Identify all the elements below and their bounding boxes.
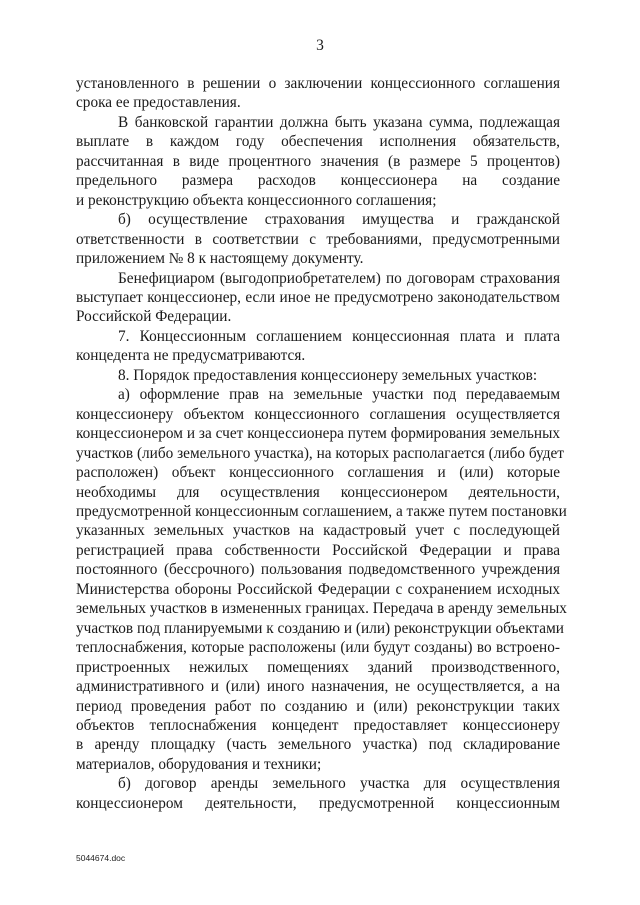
paragraph <box>76 113 560 210</box>
text-line: административного и (или) иного назначения, не осуществляется, а на <box>76 678 560 696</box>
text-line: выступает концессионер, если иное не предусмотрено законодательством <box>76 288 560 306</box>
text-line: предельного размера расходов концессионера на создание <box>76 172 560 190</box>
text-line: объектов теплоснабжения концедент предоставляет концессионеру <box>76 716 560 734</box>
text-line: б) договор аренды земельного участка для осуществления <box>118 775 560 793</box>
text-line: В банковской гарантии должна быть указана сумма, подлежащая <box>118 113 560 131</box>
text-line: участков (либо земельного участка), на которых располагается (либо будет <box>76 444 564 462</box>
text-line: теплоснабжения, которые расположены (или будут созданы) во встроено- <box>76 639 560 657</box>
text-line: постоянного (бессрочного) пользования подведомственного учреждения <box>76 561 560 579</box>
document-file-code: 5044674.doc <box>76 853 126 863</box>
text-line: приложением № 8 к настоящему документу. <box>76 250 364 268</box>
text-line: материалов, оборудования и техники; <box>76 755 322 773</box>
document-body <box>76 74 567 813</box>
paragraph <box>76 269 560 327</box>
text-line: а) оформление прав на земельные участки под передаваемым <box>118 386 560 404</box>
paragraph <box>76 774 560 813</box>
text-line: рассчитанная в виде процентного значения (в размере 5 процентов) <box>76 152 560 170</box>
paragraph <box>76 385 567 774</box>
paragraph <box>76 366 560 385</box>
text-line: земельных участков в измененных границах. Передача в аренду земельных <box>76 600 567 618</box>
text-line: б) осуществление страхования имущества и гражданской <box>118 211 560 229</box>
text-line: указанных земельных участков на кадастровый учет с последующей <box>76 522 560 540</box>
paragraph <box>76 74 560 113</box>
text-line: ответственности в соответствии с требованиями, предусмотренными <box>76 230 560 248</box>
text-line: пристроенных нежилых помещениях зданий производственного, <box>76 658 560 676</box>
text-line: Бенефициаром (выгодоприобретателем) по договорам страхования <box>118 269 560 287</box>
text-line: регистрацией права собственности Российской Федерации и права <box>76 541 560 559</box>
text-line: концессионеру объектом концессионного соглашения осуществляется <box>76 405 560 423</box>
text-line: 7. Концессионным соглашением концессионная плата и плата <box>118 327 560 345</box>
text-line: в аренду площадку (часть земельного участка) под складирование <box>76 736 560 754</box>
text-line: 8. Порядок предоставления концессионеру земельных участков: <box>118 366 538 384</box>
text-line: Министерства обороны Российской Федерации с сохранением исходных <box>76 580 560 598</box>
paragraph <box>76 210 560 268</box>
paragraph <box>76 327 560 366</box>
text-line: срока ее предоставления. <box>76 94 241 112</box>
text-line: концессионером и за счет концессионера путем формирования земельных <box>76 425 560 443</box>
text-line: и реконструкцию объекта концессионного соглашения; <box>76 191 437 209</box>
page-number: 3 <box>316 37 324 54</box>
text-line: выплате в каждом году обеспечения исполнения обязательств, <box>76 133 560 151</box>
text-line: необходимы для осуществления концессионером деятельности, <box>76 483 560 501</box>
text-line: Российской Федерации. <box>76 308 232 326</box>
text-line: концессионером деятельности, предусмотренной концессионным <box>76 794 560 812</box>
text-line: расположен) объект концессионного соглашения и (или) которые <box>76 464 560 482</box>
text-line: период проведения работ по созданию и (или) реконструкции таких <box>76 697 560 715</box>
text-line: участков под планируемыми к созданию и (или) реконструкции объектами <box>76 619 564 637</box>
text-line: концедента не предусматриваются. <box>76 347 306 365</box>
text-line: установленного в решении о заключении концессионного соглашения <box>76 75 560 92</box>
text-line: предусмотренной концессионным соглашением, а также путем постановки <box>76 502 567 520</box>
